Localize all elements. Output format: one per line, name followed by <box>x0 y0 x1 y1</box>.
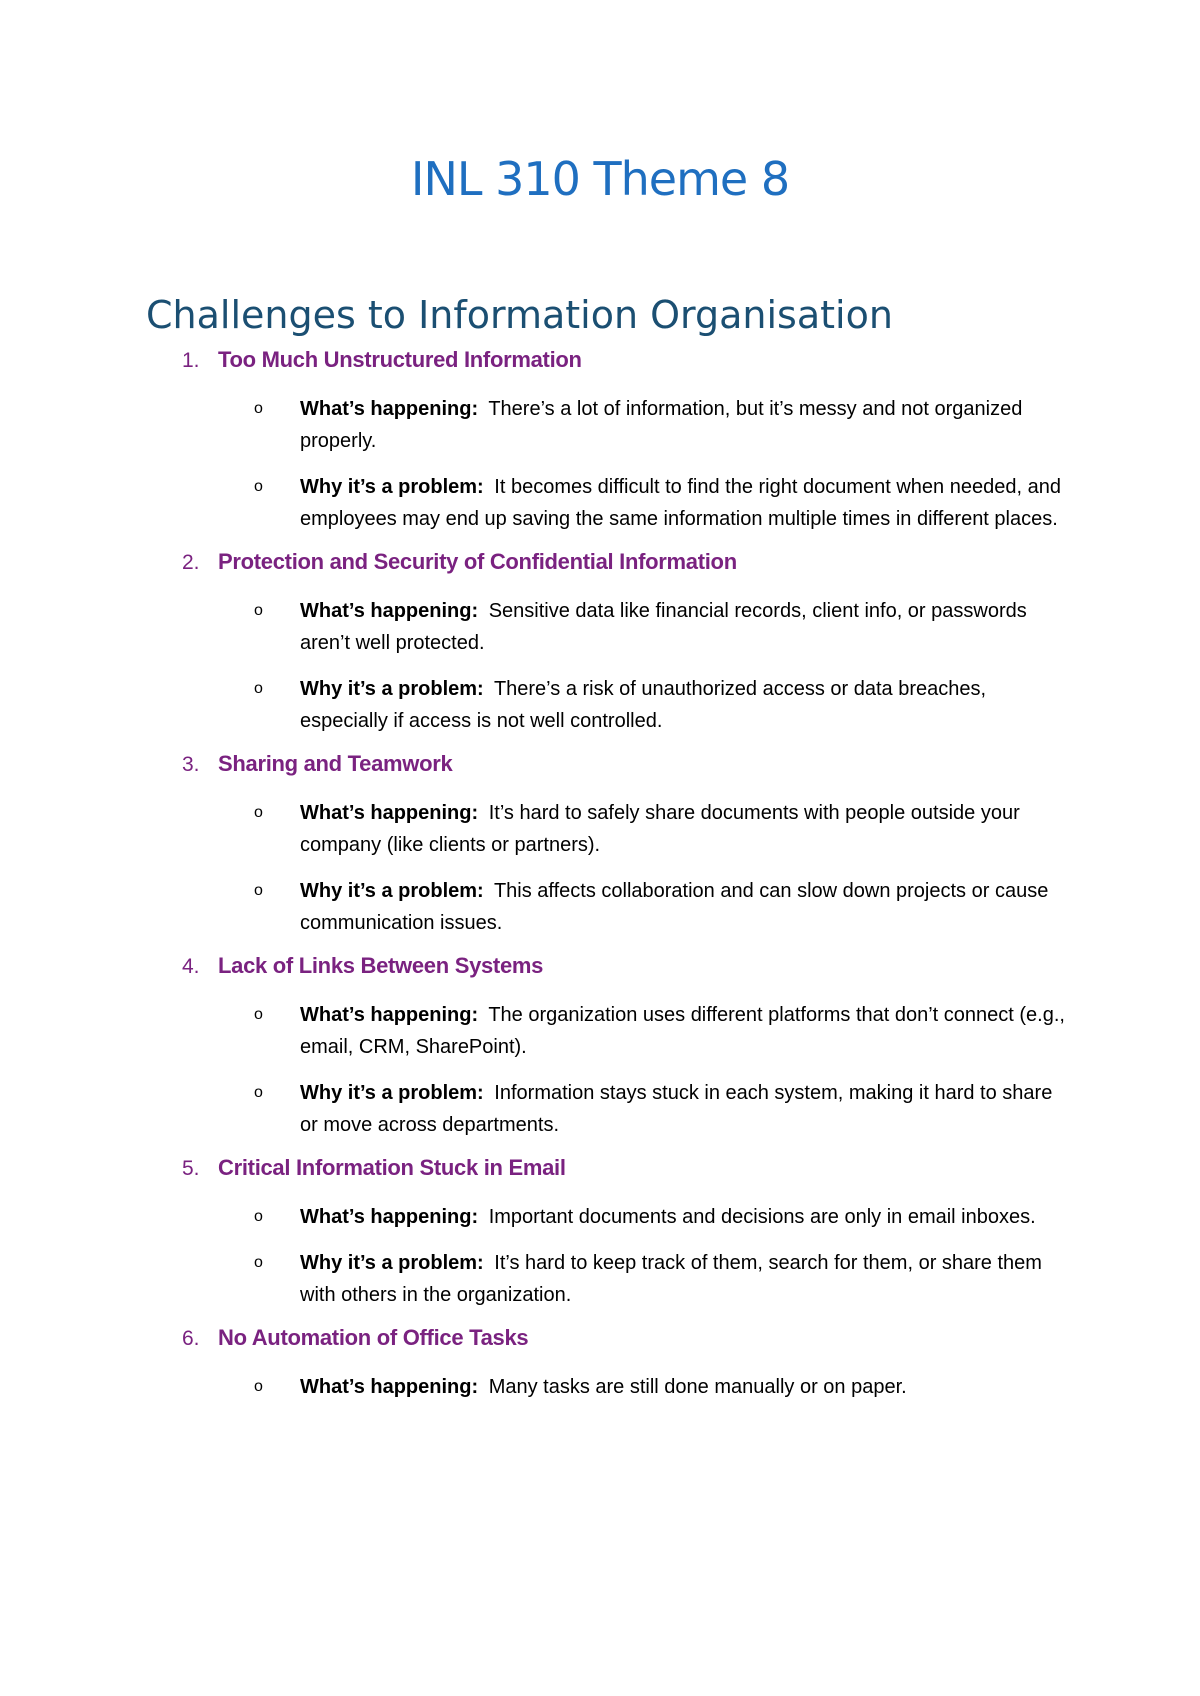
point-label: What’s happening: <box>300 600 479 622</box>
challenge-item <box>146 347 1066 535</box>
circle-bullet-icon: o <box>254 1006 263 1023</box>
challenge-header <box>146 549 1066 585</box>
point-body: Sensitive data like financial records, client info, or passwords aren’t well protected. <box>300 600 1027 654</box>
challenge-item <box>146 549 1066 737</box>
why-problem-point <box>146 875 1066 939</box>
point-body: It becomes difficult to find the right document when needed, and employees may end up saving the same information multiple times in different places. <box>300 476 1061 530</box>
point-list <box>146 999 1066 1141</box>
circle-bullet-icon: o <box>254 400 263 417</box>
circle-bullet-icon: o <box>254 1378 263 1395</box>
challenge-number: 6. <box>182 1327 200 1350</box>
challenge-number: 5. <box>182 1157 200 1180</box>
point-body: Important documents and decisions are only in email inboxes. <box>488 1206 1036 1228</box>
point-text <box>300 797 1066 861</box>
why-problem-point <box>146 471 1066 535</box>
challenge-header <box>146 1155 1066 1191</box>
point-body: This affects collaboration and can slow down projects or cause communication issues. <box>300 880 1049 934</box>
point-body: It’s hard to safely share documents with people outside your company (like clients or partners). <box>300 802 1020 856</box>
point-list <box>146 393 1066 535</box>
point-body: It’s hard to keep track of them, search for them, or share them with others in the organization. <box>300 1252 1042 1306</box>
point-text <box>300 673 1066 737</box>
point-label: What’s happening: <box>300 1376 479 1398</box>
challenge-list <box>146 347 1066 1417</box>
point-text <box>300 1371 1066 1403</box>
point-body: There’s a lot of information, but it’s messy and not organized properly. <box>300 398 1023 452</box>
challenge-number: 1. <box>182 349 200 372</box>
whats-happening-point <box>146 393 1066 457</box>
point-text <box>300 875 1066 939</box>
point-label: Why it’s a problem: <box>300 1252 484 1274</box>
point-text <box>300 999 1066 1063</box>
circle-bullet-icon: o <box>254 602 263 619</box>
challenge-number: 3. <box>182 753 200 776</box>
challenge-title: No Automation of Office Tasks <box>218 1325 529 1350</box>
point-label: What’s happening: <box>300 1004 479 1026</box>
whats-happening-point <box>146 1201 1066 1233</box>
circle-bullet-icon: o <box>254 680 263 697</box>
document-title: INL 310 Theme 8 <box>410 152 790 206</box>
challenge-header <box>146 751 1066 787</box>
whats-happening-point <box>146 797 1066 861</box>
why-problem-point <box>146 1247 1066 1311</box>
whats-happening-point <box>146 999 1066 1063</box>
point-list <box>146 1201 1066 1311</box>
point-body: Information stays stuck in each system, making it hard to share or move across departments. <box>300 1082 1053 1136</box>
point-text <box>300 1201 1066 1233</box>
point-label: Why it’s a problem: <box>300 1082 484 1104</box>
circle-bullet-icon: o <box>254 1084 263 1101</box>
point-text <box>300 595 1066 659</box>
why-problem-point <box>146 673 1066 737</box>
point-label: What’s happening: <box>300 1206 479 1228</box>
challenge-item <box>146 1155 1066 1311</box>
challenge-title: Critical Information Stuck in Email <box>218 1155 566 1180</box>
challenge-title: Protection and Security of Confidential Information <box>218 549 737 574</box>
circle-bullet-icon: o <box>254 1254 263 1271</box>
point-text <box>300 393 1066 457</box>
point-label: Why it’s a problem: <box>300 678 484 700</box>
challenge-title: Too Much Unstructured Information <box>218 347 582 372</box>
challenge-item <box>146 953 1066 1141</box>
whats-happening-point <box>146 595 1066 659</box>
challenge-item <box>146 751 1066 939</box>
point-label: What’s happening: <box>300 802 479 824</box>
challenge-item <box>146 1325 1066 1403</box>
point-text <box>300 1077 1066 1141</box>
challenge-title: Sharing and Teamwork <box>218 751 453 776</box>
circle-bullet-icon: o <box>254 478 263 495</box>
point-text <box>300 1247 1066 1311</box>
circle-bullet-icon: o <box>254 804 263 821</box>
challenge-header <box>146 347 1066 383</box>
point-body: The organization uses different platforms that don’t connect (e.g., email, CRM, SharePoint). <box>300 1004 1065 1058</box>
point-label: Why it’s a problem: <box>300 476 484 498</box>
point-list <box>146 595 1066 737</box>
point-list <box>146 797 1066 939</box>
challenge-title: Lack of Links Between Systems <box>218 953 544 978</box>
challenge-number: 2. <box>182 551 200 574</box>
whats-happening-point <box>146 1371 1066 1403</box>
challenge-number: 4. <box>182 955 200 978</box>
point-label: What’s happening: <box>300 398 479 420</box>
point-text <box>300 471 1066 535</box>
circle-bullet-icon: o <box>254 882 263 899</box>
section-heading: Challenges to Information Organisation <box>146 293 893 337</box>
point-body: Many tasks are still done manually or on paper. <box>488 1376 907 1398</box>
why-problem-point <box>146 1077 1066 1141</box>
point-list <box>146 1371 1066 1403</box>
circle-bullet-icon: o <box>254 1208 263 1225</box>
point-label: Why it’s a problem: <box>300 880 484 902</box>
point-body: There’s a risk of unauthorized access or data breaches, especially if access is not well controlled. <box>300 678 987 732</box>
challenge-header <box>146 1325 1066 1361</box>
challenge-header <box>146 953 1066 989</box>
